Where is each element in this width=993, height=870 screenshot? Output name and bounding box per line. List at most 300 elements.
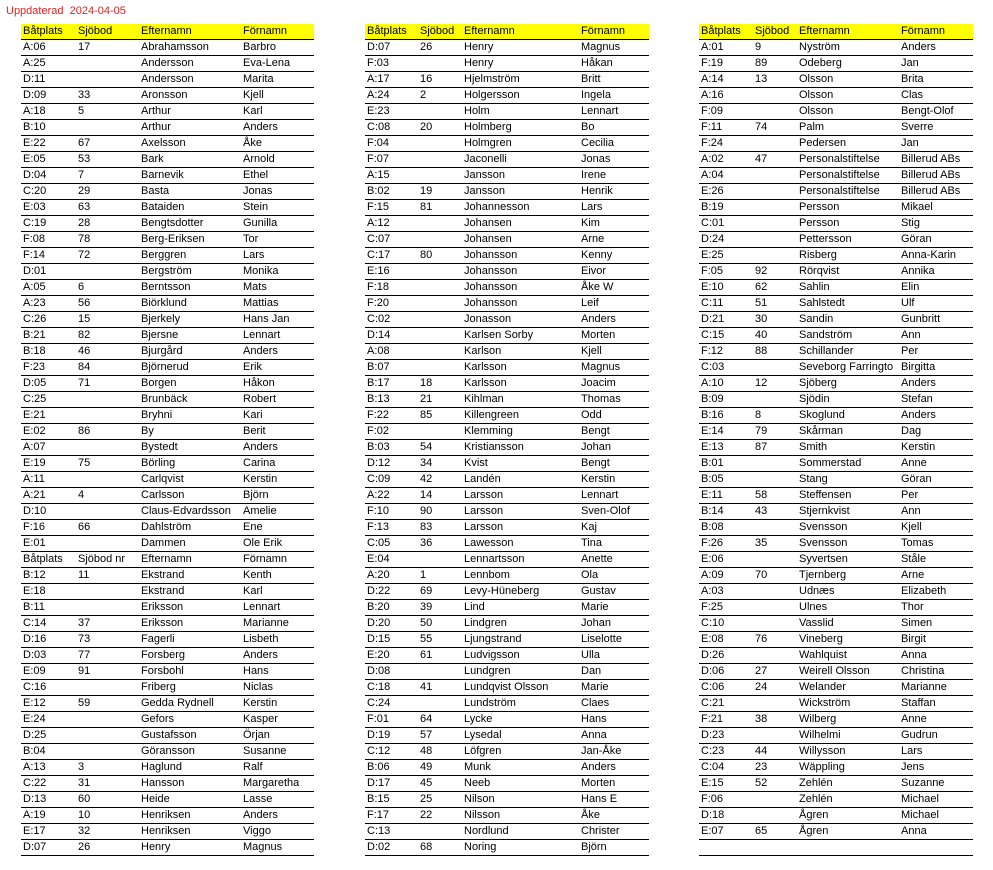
surname-cell: Lawesson (462, 536, 579, 552)
first-name-cell: Ulf (899, 296, 973, 312)
first-name-cell: Carina (241, 456, 314, 472)
header-shed: Sjöbod nr (76, 552, 139, 568)
table-row (699, 104, 973, 120)
boat-slot-cell: D:15 (365, 632, 418, 648)
boat-slot-cell: C:21 (699, 696, 753, 712)
surname-cell: Johansson (462, 296, 579, 312)
table-row (21, 360, 314, 376)
first-name-cell: Kerstin (241, 472, 314, 488)
table-row (699, 72, 973, 88)
table-row (21, 504, 314, 520)
table-row (21, 792, 314, 808)
boat-slot-cell: F:16 (21, 520, 76, 536)
shed-cell (753, 520, 797, 536)
table-row (699, 520, 973, 536)
table-row (699, 760, 973, 776)
first-name-cell: Robert (241, 392, 314, 408)
first-name-cell: Margaretha (241, 776, 314, 792)
boat-slot-cell: E:11 (699, 488, 753, 504)
surname-cell: Hansson (139, 776, 241, 792)
shed-cell (76, 120, 139, 136)
first-name-cell: Anders (899, 40, 973, 56)
first-name-cell: Lars (899, 744, 973, 760)
shed-cell: 9 (753, 40, 797, 56)
shed-cell: 77 (76, 648, 139, 664)
first-name-cell: Christina (899, 664, 973, 680)
shed-cell (418, 136, 462, 152)
boat-slot-cell: E:20 (365, 648, 418, 664)
surname-cell: Wilhelmi (797, 728, 899, 744)
boat-slot-cell: D:16 (21, 632, 76, 648)
table-row (365, 104, 649, 120)
shed-cell: 66 (76, 520, 139, 536)
table-row (21, 808, 314, 824)
first-name-cell: Henrik (579, 184, 649, 200)
table-row (365, 792, 649, 808)
boat-slot-cell: D:23 (699, 728, 753, 744)
surname-cell: Wahlquist (797, 648, 899, 664)
boat-slot-cell: E:07 (699, 824, 753, 840)
surname-cell: Bjurgård (139, 344, 241, 360)
surname-cell: Pedersen (797, 136, 899, 152)
shed-cell (76, 584, 139, 600)
boat-slot-cell: D:14 (365, 328, 418, 344)
table-row (21, 168, 314, 184)
table-row (365, 168, 649, 184)
first-name-cell: Örjan (241, 728, 314, 744)
first-name-cell: Clas (899, 88, 973, 104)
surname-cell: Lundqvist Olsson (462, 680, 579, 696)
surname-cell: Udnæs (797, 584, 899, 600)
first-name-cell: Kjell (579, 344, 649, 360)
table-row (365, 264, 649, 280)
table-row (365, 232, 649, 248)
shed-cell: 45 (418, 776, 462, 792)
surname-cell: Larsson (462, 520, 579, 536)
surname-cell: Wäppling (797, 760, 899, 776)
boat-slot-cell: E:22 (21, 136, 76, 152)
shed-cell: 34 (418, 456, 462, 472)
boat-slot-cell: B:10 (21, 120, 76, 136)
boat-slot-cell: D:17 (365, 776, 418, 792)
surname-cell: Jansson (462, 168, 579, 184)
shed-cell: 76 (753, 632, 797, 648)
surname-cell: Lennartsson (462, 552, 579, 568)
header-surname: Efternamn (139, 552, 241, 568)
header-first-name: Förnamn (579, 24, 649, 40)
boat-slot-cell: B:14 (699, 504, 753, 520)
table-row (365, 344, 649, 360)
first-name-cell: Hans (241, 664, 314, 680)
surname-cell: Haglund (139, 760, 241, 776)
table-row (699, 744, 973, 760)
table-row (365, 360, 649, 376)
table-row (365, 536, 649, 552)
first-name-cell: Ola (579, 568, 649, 584)
table-row (21, 56, 314, 72)
surname-cell: Bjerkely (139, 312, 241, 328)
shed-cell (753, 792, 797, 808)
boat-slot-cell: E:23 (365, 104, 418, 120)
boat-slot-cell: A:21 (21, 488, 76, 504)
shed-cell (418, 232, 462, 248)
first-name-cell: Hans E (579, 792, 649, 808)
surname-cell: Steffensen (797, 488, 899, 504)
first-name-cell: Hans Jan (241, 312, 314, 328)
shed-cell: 73 (76, 632, 139, 648)
first-name-cell: Dan (579, 664, 649, 680)
boat-slot-cell: A:22 (365, 488, 418, 504)
boat-slot-cell: B:09 (699, 392, 753, 408)
first-name-cell: Odd (579, 408, 649, 424)
table-row (699, 264, 973, 280)
first-name-cell: Amelie (241, 504, 314, 520)
table-row (365, 680, 649, 696)
surname-cell: Axelsson (139, 136, 241, 152)
boat-slot-cell: C:16 (21, 680, 76, 696)
table-row (365, 280, 649, 296)
surname-cell: Nilsson (462, 808, 579, 824)
surname-cell: Bataiden (139, 200, 241, 216)
table-row (365, 408, 649, 424)
first-name-cell: Gunilla (241, 216, 314, 232)
table-row (365, 296, 649, 312)
table-row (21, 376, 314, 392)
shed-cell: 50 (418, 616, 462, 632)
boat-slot-cell: E:24 (21, 712, 76, 728)
boat-slot-cell: C:17 (365, 248, 418, 264)
table-row (21, 456, 314, 472)
shed-cell: 74 (753, 120, 797, 136)
table-row (365, 760, 649, 776)
surname-cell: Eriksson (139, 600, 241, 616)
boat-slot-cell: A:12 (365, 216, 418, 232)
first-name-cell: Åke (579, 808, 649, 824)
boat-slot-cell: A:02 (699, 152, 753, 168)
table-row (365, 664, 649, 680)
first-name-cell: Mattias (241, 296, 314, 312)
table-row (21, 184, 314, 200)
table-row (699, 728, 973, 744)
boat-slot-cell: A:11 (21, 472, 76, 488)
shed-cell (76, 440, 139, 456)
boat-slot-cell: A:13 (21, 760, 76, 776)
shed-cell (418, 664, 462, 680)
first-name-cell: Kim (579, 216, 649, 232)
first-name-cell: Gunbritt (899, 312, 973, 328)
surname-cell: Dammen (139, 536, 241, 552)
first-name-cell: Sverre (899, 120, 973, 136)
shed-cell: 19 (418, 184, 462, 200)
boat-slot-cell: E:03 (21, 200, 76, 216)
shed-cell: 82 (76, 328, 139, 344)
surname-cell: Henriksen (139, 808, 241, 824)
table-row (21, 520, 314, 536)
table-row (21, 104, 314, 120)
shed-cell: 41 (418, 680, 462, 696)
table-row (699, 776, 973, 792)
first-name-cell: Jan (899, 136, 973, 152)
shed-cell (418, 168, 462, 184)
shed-cell: 86 (76, 424, 139, 440)
first-name-cell: Niclas (241, 680, 314, 696)
boat-slot-cell: F:15 (365, 200, 418, 216)
surname-cell: Rörqvist (797, 264, 899, 280)
shed-cell: 6 (76, 280, 139, 296)
first-name-cell: Kjell (241, 88, 314, 104)
shed-cell (418, 104, 462, 120)
boat-slot-cell: C:12 (365, 744, 418, 760)
first-name-cell: Morten (579, 776, 649, 792)
shed-cell (76, 72, 139, 88)
surname-cell: Stang (797, 472, 899, 488)
shed-cell: 18 (418, 376, 462, 392)
shed-cell (418, 264, 462, 280)
surname-cell: Lundström (462, 696, 579, 712)
surname-cell: Tjernberg (797, 568, 899, 584)
surname-cell: Schillander (797, 344, 899, 360)
shed-cell: 40 (753, 328, 797, 344)
shed-cell: 65 (753, 824, 797, 840)
table-row (699, 680, 973, 696)
boat-slot-cell: A:06 (21, 40, 76, 56)
shed-cell: 25 (418, 792, 462, 808)
first-name-cell: Monika (241, 264, 314, 280)
shed-cell: 24 (753, 680, 797, 696)
table-row (365, 600, 649, 616)
table-row (365, 328, 649, 344)
roster-table-2 (365, 24, 649, 856)
first-name-cell: Anders (241, 120, 314, 136)
table-row (699, 40, 973, 56)
first-name-cell: Håkan (579, 56, 649, 72)
table-row (21, 568, 314, 584)
shed-cell (753, 552, 797, 568)
boat-slot-cell: C:18 (365, 680, 418, 696)
table-row (21, 216, 314, 232)
surname-cell: Killengreen (462, 408, 579, 424)
shed-cell: 71 (76, 376, 139, 392)
surname-cell: Andersson (139, 72, 241, 88)
boat-slot-cell: C:06 (699, 680, 753, 696)
first-name-cell: Jan-Åke (579, 744, 649, 760)
first-name-cell: Arne (579, 232, 649, 248)
surname-cell: Smith (797, 440, 899, 456)
first-name-cell: Anders (899, 408, 973, 424)
shed-cell (418, 328, 462, 344)
boat-slot-cell: B:13 (365, 392, 418, 408)
header-boat-slot: Båtplats (21, 24, 76, 40)
boat-slot-cell: C:08 (365, 120, 418, 136)
shed-cell: 84 (76, 360, 139, 376)
table-row (699, 360, 973, 376)
table-row (21, 536, 314, 552)
boat-slot-cell: D:11 (21, 72, 76, 88)
shed-cell (753, 472, 797, 488)
surname-cell: Sandström (797, 328, 899, 344)
surname-cell: Kristiansson (462, 440, 579, 456)
surname-cell: Ågren (797, 808, 899, 824)
shed-cell (753, 360, 797, 376)
shed-cell: 90 (418, 504, 462, 520)
shed-cell: 21 (418, 392, 462, 408)
surname-cell: Johansen (462, 216, 579, 232)
surname-cell: Olsson (797, 104, 899, 120)
table-row (365, 520, 649, 536)
table-row (21, 264, 314, 280)
table-row (21, 584, 314, 600)
first-name-cell: Anna (579, 728, 649, 744)
first-name-cell: Eva-Lena (241, 56, 314, 72)
surname-cell: Jonasson (462, 312, 579, 328)
surname-cell: Karlsson (462, 360, 579, 376)
table-row (365, 424, 649, 440)
boat-slot-cell: F:11 (699, 120, 753, 136)
boat-slot-cell: C:02 (365, 312, 418, 328)
table-row (21, 408, 314, 424)
boat-slot-cell: A:04 (699, 168, 753, 184)
surname-cell: Jansson (462, 184, 579, 200)
surname-cell: Nordlund (462, 824, 579, 840)
first-name-cell: Bo (579, 120, 649, 136)
first-name-cell: Jens (899, 760, 973, 776)
shed-cell: 8 (753, 408, 797, 424)
shed-cell: 33 (76, 88, 139, 104)
boat-slot-cell: D:12 (365, 456, 418, 472)
boat-slot-cell: F:01 (365, 712, 418, 728)
boat-slot-cell: E:06 (699, 552, 753, 568)
table-row (365, 648, 649, 664)
header-boat-slot: Båtplats (21, 552, 76, 568)
first-name-cell: Bengt-Olof (899, 104, 973, 120)
boat-slot-cell: F:10 (365, 504, 418, 520)
table-row (21, 664, 314, 680)
boat-slot-cell: E:12 (21, 696, 76, 712)
surname-cell: Ågren (797, 824, 899, 840)
shed-cell (753, 88, 797, 104)
shed-cell: 15 (76, 312, 139, 328)
boat-slot-cell: D:18 (699, 808, 753, 824)
table-row (699, 584, 973, 600)
first-name-cell: Kerstin (241, 696, 314, 712)
table-row (365, 472, 649, 488)
table-row (21, 232, 314, 248)
boat-slot-cell: A:08 (365, 344, 418, 360)
surname-cell: Basta (139, 184, 241, 200)
surname-cell: Barnevik (139, 168, 241, 184)
surname-cell: Lindgren (462, 616, 579, 632)
boat-slot-cell: E:16 (365, 264, 418, 280)
boat-slot-cell: C:25 (21, 392, 76, 408)
first-name-cell: Kerstin (579, 472, 649, 488)
table-row (365, 136, 649, 152)
surname-cell: Gedda Rydnell (139, 696, 241, 712)
surname-cell: Johansen (462, 232, 579, 248)
boat-slot-cell: D:10 (21, 504, 76, 520)
surname-cell: Berntsson (139, 280, 241, 296)
table-row (21, 72, 314, 88)
shed-cell (76, 264, 139, 280)
boat-slot-cell: F:26 (699, 536, 753, 552)
boat-slot-cell: B:20 (365, 600, 418, 616)
surname-cell: Gustafsson (139, 728, 241, 744)
shed-cell: 27 (753, 664, 797, 680)
surname-cell: Henry (462, 40, 579, 56)
boat-slot-cell: D:05 (21, 376, 76, 392)
surname-cell: Zehlén (797, 792, 899, 808)
surname-cell: By (139, 424, 241, 440)
boat-slot-cell: B:01 (699, 456, 753, 472)
table-row (365, 488, 649, 504)
table-row (21, 696, 314, 712)
surname-cell: Carlsson (139, 488, 241, 504)
table-row (699, 248, 973, 264)
surname-cell: Syvertsen (797, 552, 899, 568)
shed-cell: 58 (753, 488, 797, 504)
shed-cell (753, 184, 797, 200)
surname-cell: Gefors (139, 712, 241, 728)
shed-cell (76, 504, 139, 520)
boat-slot-cell: E:18 (21, 584, 76, 600)
first-name-cell: Christer (579, 824, 649, 840)
first-name-cell: Karl (241, 584, 314, 600)
table-row (21, 680, 314, 696)
table-header-row (699, 24, 973, 40)
boat-slot-cell: E:26 (699, 184, 753, 200)
boat-slot-cell: C:10 (699, 616, 753, 632)
table-row (21, 776, 314, 792)
first-name-cell: Annika (899, 264, 973, 280)
boat-slot-cell: F:22 (365, 408, 418, 424)
shed-cell: 17 (76, 40, 139, 56)
surname-cell: Holmberg (462, 120, 579, 136)
table-row (21, 152, 314, 168)
surname-cell: Holmgren (462, 136, 579, 152)
header-first-name: Förnamn (899, 24, 973, 40)
surname-cell: Vineberg (797, 632, 899, 648)
boat-slot-cell: F:06 (699, 792, 753, 808)
table-row (699, 568, 973, 584)
surname-cell: Persson (797, 200, 899, 216)
shed-cell: 16 (418, 72, 462, 88)
table-row (699, 712, 973, 728)
shed-cell: 61 (418, 648, 462, 664)
table-row (699, 120, 973, 136)
first-name-cell: Ann (899, 504, 973, 520)
shed-cell (418, 56, 462, 72)
boat-slot-cell: C:07 (365, 232, 418, 248)
surname-cell: Personalstiftelse (797, 184, 899, 200)
shed-cell (418, 424, 462, 440)
boat-slot-cell: E:25 (699, 248, 753, 264)
shed-cell: 7 (76, 168, 139, 184)
shed-cell: 63 (76, 200, 139, 216)
table-row (365, 552, 649, 568)
surname-cell: Svensson (797, 520, 899, 536)
shed-cell (753, 600, 797, 616)
boat-slot-cell: D:25 (21, 728, 76, 744)
table-row (365, 616, 649, 632)
boat-slot-cell: E:04 (365, 552, 418, 568)
surname-cell: Sommerstad (797, 456, 899, 472)
boat-slot-cell: D:02 (365, 840, 418, 856)
shed-cell (418, 344, 462, 360)
boat-slot-cell: D:21 (699, 312, 753, 328)
table-subheader-row (21, 552, 314, 568)
boat-slot-cell: A:25 (21, 56, 76, 72)
surname-cell: Neeb (462, 776, 579, 792)
shed-cell: 4 (76, 488, 139, 504)
